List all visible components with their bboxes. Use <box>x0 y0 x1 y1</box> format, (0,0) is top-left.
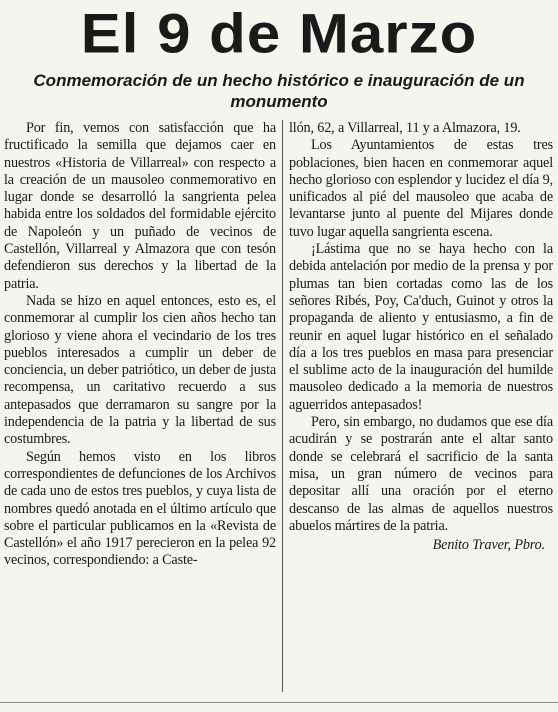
left-paragraph-1: Por fin, vemos con satisfacción que ha fructificado la semilla que dejamos caer en nuestros «Historia de Villarreal» con respecto a la creación de un mausoleo conmemorativo en lugar donde se desarrolló la sangrienta pelea habida entre los soldados del formidable ejército de Napoleón y un puñado de vecinos de Castellón, Villarreal y Almazora que con tesón defendieron sus derechos y la libertad de la patria. <box>4 120 276 292</box>
right-paragraph-2: Los Ayuntamientos de estas tres poblaciones, bien hacen en conmemorar aquel hecho glorioso con esplendor y lucidez el día 9, unificados al pié del mausoleo que acaba de levantarse junto al puente del Mijares donde tuvo lugar aquella sangrienta escena. <box>289 137 553 240</box>
left-column <box>4 120 276 710</box>
right-paragraph-3: ¡Lástima que no se haya hecho con la debida antelación por medio de la prensa y por plumas tan bien cortadas como las de los señores Ribés, Poy, Ca'duch, Guinot y otros la propaganda de aliento y entusiasmo, a fin de reunir en aquel lugar histórico en el señalado día a los tres pueblos en masa para presenciar el sublime acto de la inauguración del humilde mausoleo dedicado a la memoria de nuestros aguerridos antepasados! <box>289 241 553 413</box>
right-paragraph-4: Pero, sin embargo, no dudamos que ese día acudirán y se postrarán ante el altar santo donde se celebrará el sacrificio de la santa misa, un gran número de vecinos para depositar allí una oración por el eterno descanso de las almas de aquellos nuestros abuelos mártires de la patria. <box>289 414 553 534</box>
left-paragraph-3: Según hemos visto en los libros correspondientes de defunciones de los Archivos de cada uno de estos tres pueblos, y cuya lista de nombres quedó anotada en el último artículo que sobre el particular publicamos en la «Revista de Castellón» el año 1917 perecieron en la pelea 92 vecinos, correspondiendo: a Caste- <box>4 448 276 569</box>
headline: El 9 de Marzo <box>80 2 478 65</box>
right-paragraph-1: llón, 62, a Villarreal, 11 y a Almazora, 19. <box>289 120 521 136</box>
column-divider <box>282 120 283 692</box>
signature: Benito Traver, Pbro. <box>432 537 545 554</box>
left-paragraph-2: Nada se hizo en aquel entonces, esto es, el conmemorar al cumplir los cien años hecho tan glorioso y viene ahora el vecindario de los tres pueblos interesados a cumplir un deber de conciencia, un deber patriótico, un deber de justa recompensa, un caritativo recuerdo a sus antepasados que derramaron su sangre por la independencia de la patria y la libertad de sus costumbres. <box>4 292 276 448</box>
bottom-rule <box>0 702 558 703</box>
subtitle: Conmemoración de un hecho histórico e inauguración de un monumento <box>33 71 525 111</box>
right-column <box>289 120 553 710</box>
